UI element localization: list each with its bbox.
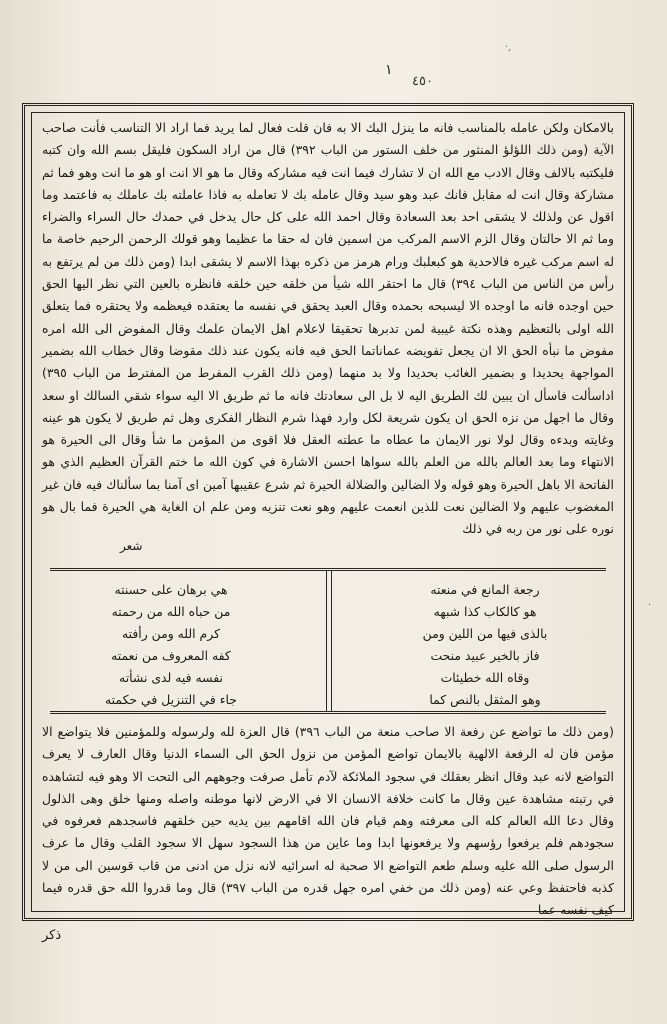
margin-speck: ·, xyxy=(505,42,512,53)
poem-verse: رجعة المانع في منعته xyxy=(430,582,540,597)
margin-speck: · xyxy=(648,600,652,611)
poem-verse: هي برهان على حسنته xyxy=(114,582,228,597)
poem-verse: من حباه الله من رحمته xyxy=(111,604,231,619)
poem-verse: نفسه فيه لدى نشأته xyxy=(119,670,223,685)
poem-heading: شعر xyxy=(120,539,143,553)
poem-left-column xyxy=(86,579,256,711)
page-number: ١ xyxy=(385,62,393,78)
poem-verse: وقاه الله خطيئات xyxy=(440,670,530,685)
poem-verse: جاء في التنزيل في حكمته xyxy=(105,692,237,707)
text-frame-inner xyxy=(31,112,625,918)
poem-column-divider xyxy=(326,571,332,711)
main-text-lower: (ومن ذلك ما تواضع عن رفعة الا صاحب منعة من الباب ٣٩٦) قال العزة لله ولرسوله وللمؤمنين فلا يتواضع الا مؤمن فان له الرفعة الالهية بالايمان تواضع المؤمن من نزول الحق الى السماء الدنيا وقال العارف لا يعرف التواضع لانه عبد وقال انظر بعقلك في سجود الملائكة لآدم تأمل صرفت وجوههم الى التحت الا وهو فيه لتشاهده في رتبته مشاهدة عين وقال ما كانت خلافة الانسان الا في الارض لانها موطنه واصله ومنها خلق وهى الذلول وقال دعا الله العالم كله الى معرفته وهم قيام فان الله اقامهم بين يديه حين خلقهم فاسجدهم فعرفوه في سجودهم فلم يرفعوا رؤسهم ولا يرفعونها ابدا وما عاين من هذا السجود سهل الا سجود القلب وقال ما عرف الرسول صلى الله عليه وسلم طعم التواضع الا صحبة له اسرائيه لانه نزل من ادنى من قاب قوسين الى من لا كذبه فاحتفظ وعي عنه (ومن ذلك من خفي امره جهل قدره من الباب ٣٩٧) قال وما قدروا الله حق قدره فيما كيف نفسه عما xyxy=(42,724,615,918)
folio-mark: ٤٥٠ xyxy=(412,74,433,89)
poem-right-column xyxy=(400,579,570,711)
poem-verse: وهو المثقل بالنص كما xyxy=(429,692,541,707)
text-frame xyxy=(22,103,634,921)
poem-block xyxy=(50,568,606,714)
poem-verse: بالذى فيها من اللين ومن xyxy=(422,626,548,641)
catchword: ذكر xyxy=(42,928,62,943)
poem-verse: كرم الله ومن رأفته xyxy=(122,626,220,641)
poem-verse: كفه المعروف من نعمته xyxy=(111,648,231,663)
main-text-upper: بالامكان ولكن عامله بالمناسب فانه ما ينزل البك الا به فان قلت فعال لما يريد فما اراد الا التناسب فأنت صاحب الآية (ومن ذلك اللؤلؤ المنثور من خلف الستور من الباب ٣٩٢) قال من اراد السكون فليقل بسم الله وان كتبه فليكتبه بالالف وقال الادب مع الله ان لا تشارك فيما انت فيه مشاركه وقال ما هو الا انت او هو ما انت وهو فما ثم مشاركة وقال انت له مقابل فانك عبد وهو سيد وقال عامله بك لا تعامله به فاذا عاملته بك عاملك به فاعتمد وما اقول عن ولذلك لا يشقى احد بعد السعادة وقال احمد الله على كل حال يدخل في حمدك حال السراء والضراء وما ثم الا حالتان وقال الزم الاسم المركب من اسمين فان له حقا ما عظيما وهو قولك الرحمن الرحيم خاصة ما له اسم مركب غيره فالاحدية هو كبعلبك ورام هرمز من ذكره بهذا الاسم لا يشقى ابدا (ومن ذلك من لم يرتفع به رأس من الناس من الباب ٣٩٤) قال ما احتقر الله شيأ من خلقه حين خلقه فانظره بالعين التي نظر اليها الحق حين اوجده فانه ما اوجده الا ليسبحه بحمده وقال العبد يحقق في نفسه ما يعتقده فيعظمه ولا يحتقره فما يتعلق الله اولى بالتعظيم وهذه نكتة غيبية لمن تدبرها تحقيقا لاعلام اهل الايمان علمك وقال المفوض الى الله امره مفوض ما نبأه الحق الا ان يجعل تفويضه عماناتما الحق فيه فانه يكون عند ذلك مقوضا وقال خطاب الله بضمير المواجهة يحديدا و بضمير الغائب بحديدا ولا بد منهما (ومن ذلك القرب المفرط من المفترط من الباب ٣٩٥) اداسألت فاسأل ان يبين لك الطريق اليه لا بل الى سعادتك فانه ما ثم طريق الا اليه سواء شقي السالك او سعد وقال ما اجهل من نزه الحق ان يكون شريعة لكل وارد فهذا شرم النظار الفكرى وهل ثم طريق لا يكون هو عينه وغايته وبدءه وقال لولا نور الايمان ما عطاه ما عطته العقل فلا اقوى من المؤمن ما شأ وقال الى الحيرة هو الانتهاء وما بعد العالم بالله من العلم بالله سواها احسن الاشارة في كون الله ما ختم القرآن العظيم الذي هو الفاتحة الا باهل الحيرة وهو قوله ولا الضالين والضلالة الحيرة ثم شرع عقيبها آمين اى آمنا بما سألناك فيه فان غير المغضوب عليهم ولا الضالين نعت للذين انعمت عليهم وهو نعت تنزيه ومن علم ان الغاية هي الحيرة فما بال هو نوره على نور من ربه في ذلك xyxy=(42,120,614,537)
poem-verse: فاز بالخير عبيد منحت xyxy=(430,648,540,663)
poem-verse: هو كالكاب كذا شبهه xyxy=(433,604,537,619)
